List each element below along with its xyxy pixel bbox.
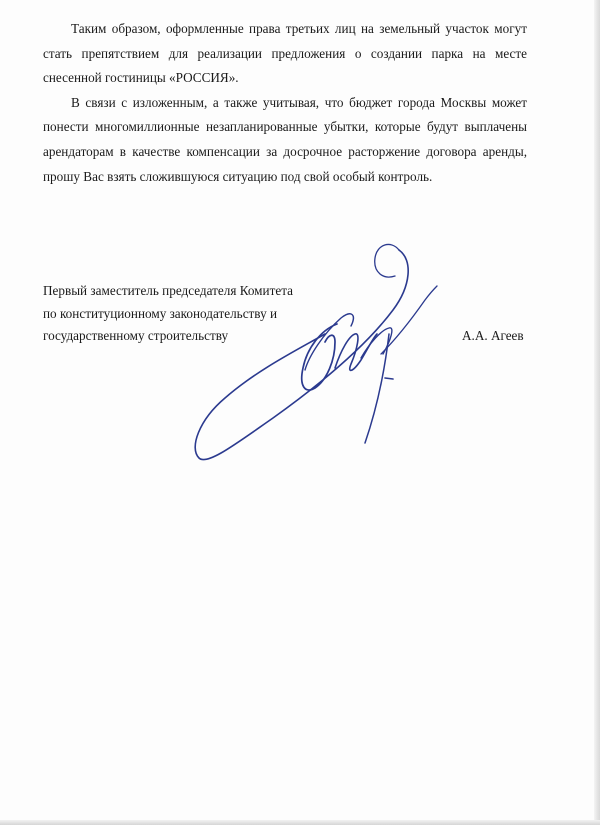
paragraph-1: Таким образом, оформленные права третьих лиц на земельный участок могут стать препятствием для реализации предложения о создании парка на месте снесенной гостиницы «РОССИЯ». (43, 21, 527, 86)
paragraph-2: В связи с изложенным, а также учитывая, что бюджет города Москвы может понести многомиллионные незапланированные убытки, которые будут выплачены арендаторам в качестве компенсации за досрочное расторжение договора аренды, прошу Вас взять сложившуюся ситуацию под свой особый контроль. (43, 94, 527, 184)
letter-body (43, 17, 527, 189)
position-line-1: Первый заместитель председателя Комитета (43, 283, 293, 298)
scan-edge-right (594, 0, 600, 825)
signatory-name: А.А. Агеев (462, 328, 524, 343)
scan-edge-bottom (0, 820, 600, 825)
position-line-2: по конституционному законодательству и (43, 305, 278, 321)
position-line-3: государственному строительству (43, 328, 229, 343)
handwritten-signature (185, 238, 445, 478)
